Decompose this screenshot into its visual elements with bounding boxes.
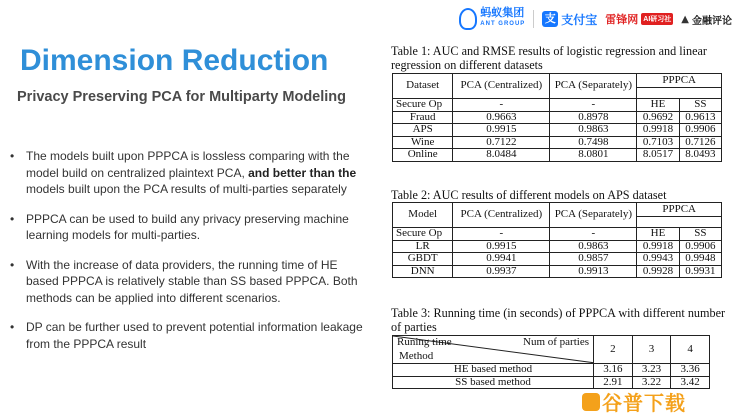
bullet-item: • PPPCA can be used to build any privacy preserving machine learning models for multi-parties.	[10, 211, 370, 244]
table-row	[393, 99, 722, 112]
cell: -	[550, 99, 637, 112]
bullet-1-bold: and better than the	[248, 165, 357, 180]
bullet-1-pre: The models built upon PPPCA is lossless comparing with the model build on centralized plaintext PCA,	[26, 149, 350, 180]
bullet-item	[10, 148, 370, 198]
cell: 0.9918	[637, 240, 679, 253]
slide-title: Dimension Reduction	[20, 44, 329, 77]
cell: 0.9928	[637, 265, 679, 278]
cell: 3.36	[671, 364, 710, 377]
cell: 0.9857	[550, 253, 637, 266]
cell: -	[550, 228, 637, 241]
table-row	[393, 228, 722, 241]
cell: 0.7122	[453, 136, 550, 149]
cell: HE	[637, 99, 679, 112]
table1	[392, 73, 722, 162]
cell: Online	[393, 149, 453, 162]
cell: 0.8978	[550, 111, 637, 124]
table-row	[393, 111, 722, 124]
header-pppca-spacer	[637, 88, 722, 99]
header-parties-2: 2	[594, 336, 633, 364]
alipay-icon: 支	[542, 11, 558, 27]
cell: APS	[393, 124, 453, 137]
cell: HE based method	[393, 364, 594, 377]
table-header-row	[393, 74, 722, 88]
header-runing-time: Runing time	[397, 336, 452, 348]
cell: Wine	[393, 136, 453, 149]
cell: 0.9613	[679, 111, 721, 124]
cell-secure-op: Secure Op	[393, 228, 453, 241]
table-row	[393, 240, 722, 253]
alipay-text: 支付宝	[561, 12, 598, 27]
cell: Fraud	[393, 111, 453, 124]
leiphone-logo	[605, 11, 673, 27]
bullet-item: • With the increase of data providers, the running time of HE based PPPCA is relatively stable than SS based PPPCA. Both methods can be applied into different scenarios.	[10, 257, 370, 307]
header-pca-separately: PCA (Separately)	[550, 203, 637, 228]
table-row	[393, 364, 710, 377]
bullet-1-post: models built upon the PCA results of multi-parties separately	[26, 182, 347, 196]
jinrong-icon: ▲	[681, 13, 689, 25]
table2	[392, 202, 722, 278]
cell: 0.7103	[637, 136, 679, 149]
cell: 0.9918	[637, 124, 679, 137]
cell: 8.0801	[550, 149, 637, 162]
table-header-row	[393, 203, 722, 217]
header-parties-3: 3	[632, 336, 671, 364]
table-header-row	[393, 336, 710, 364]
logo-divider	[533, 10, 534, 28]
header-method: Method	[399, 350, 434, 362]
bullet-item: • DP can be further used to prevent potential information leakage from the PPPCA result	[10, 319, 370, 352]
header-dataset: Dataset	[393, 74, 453, 99]
cell: 3.42	[671, 376, 710, 389]
cell: 3.23	[632, 364, 671, 377]
watermark-text: 谷普下载	[602, 391, 686, 415]
ant-group-text: 蚂蚁集团	[480, 7, 525, 19]
cell: 0.9863	[550, 124, 637, 137]
ant-group-subtext: ANT GROUP	[480, 21, 526, 27]
cell: SS	[679, 228, 721, 241]
header-pca-centralized: PCA (Centralized)	[453, 203, 550, 228]
ant-mascot-icon	[459, 8, 477, 30]
cell: 3.22	[632, 376, 671, 389]
header-pca-separately: PCA (Separately)	[550, 74, 637, 99]
cell: 2.91	[594, 376, 633, 389]
slide-subtitle: Privacy Preserving PCA for Multiparty Modeling	[17, 89, 347, 105]
cell: 0.7498	[550, 136, 637, 149]
header-pppca: PPPCA	[637, 74, 722, 88]
cell: DNN	[393, 265, 453, 278]
header-pca-centralized: PCA (Centralized)	[453, 74, 550, 99]
header-method-corner	[393, 336, 594, 364]
cell: SS based method	[393, 376, 594, 389]
table3	[392, 335, 710, 389]
cell: HE	[637, 228, 679, 241]
leiphone-tag: AI研习社	[641, 13, 673, 25]
cell: 0.7126	[679, 136, 721, 149]
ant-group-logo	[459, 8, 525, 30]
cell: 8.0517	[637, 149, 679, 162]
table3-caption: Table 3: Running time (in seconds) of PPPCA with different number of parties	[391, 306, 726, 334]
cell: 0.9915	[453, 240, 550, 253]
cell: GBDT	[393, 253, 453, 266]
header-pppca-spacer	[637, 217, 722, 228]
cell: 0.9906	[679, 124, 721, 137]
cell: 8.0484	[453, 149, 550, 162]
table-row	[393, 149, 722, 162]
table-row	[393, 253, 722, 266]
cell: 0.9948	[679, 253, 721, 266]
table1-caption: Table 1: AUC and RMSE results of logistic regression and linear regression on different datasets	[391, 44, 707, 72]
jinrong-logo	[681, 12, 732, 27]
cell-secure-op: Secure Op	[393, 99, 453, 112]
cell: 0.9931	[679, 265, 721, 278]
cell: -	[453, 228, 550, 241]
partner-logos	[459, 4, 732, 34]
leiphone-text: 雷锋网	[605, 14, 639, 26]
cell: SS	[679, 99, 721, 112]
watermark	[582, 387, 686, 416]
cell: 0.9692	[637, 111, 679, 124]
alipay-logo	[542, 11, 597, 28]
cell: 0.9937	[453, 265, 550, 278]
cell: 0.9663	[453, 111, 550, 124]
table-row	[393, 136, 722, 149]
header-parties-4: 4	[671, 336, 710, 364]
download-site-icon	[582, 393, 600, 411]
table2-caption: Table 2: AUC results of different models on APS dataset	[391, 188, 667, 202]
header-pppca: PPPCA	[637, 203, 722, 217]
cell: 3.16	[594, 364, 633, 377]
cell: 0.9941	[453, 253, 550, 266]
cell: 0.9863	[550, 240, 637, 253]
cell: 8.0493	[679, 149, 721, 162]
header-model: Model	[393, 203, 453, 228]
cell: -	[453, 99, 550, 112]
table-row	[393, 124, 722, 137]
jinrong-text: 金融评论	[692, 15, 732, 27]
table-row	[393, 265, 722, 278]
cell: LR	[393, 240, 453, 253]
cell: 0.9943	[637, 253, 679, 266]
bullet-list	[10, 148, 370, 365]
cell: 0.9906	[679, 240, 721, 253]
cell: 0.9915	[453, 124, 550, 137]
header-num-parties: Num of parties	[523, 336, 589, 348]
cell: 0.9913	[550, 265, 637, 278]
